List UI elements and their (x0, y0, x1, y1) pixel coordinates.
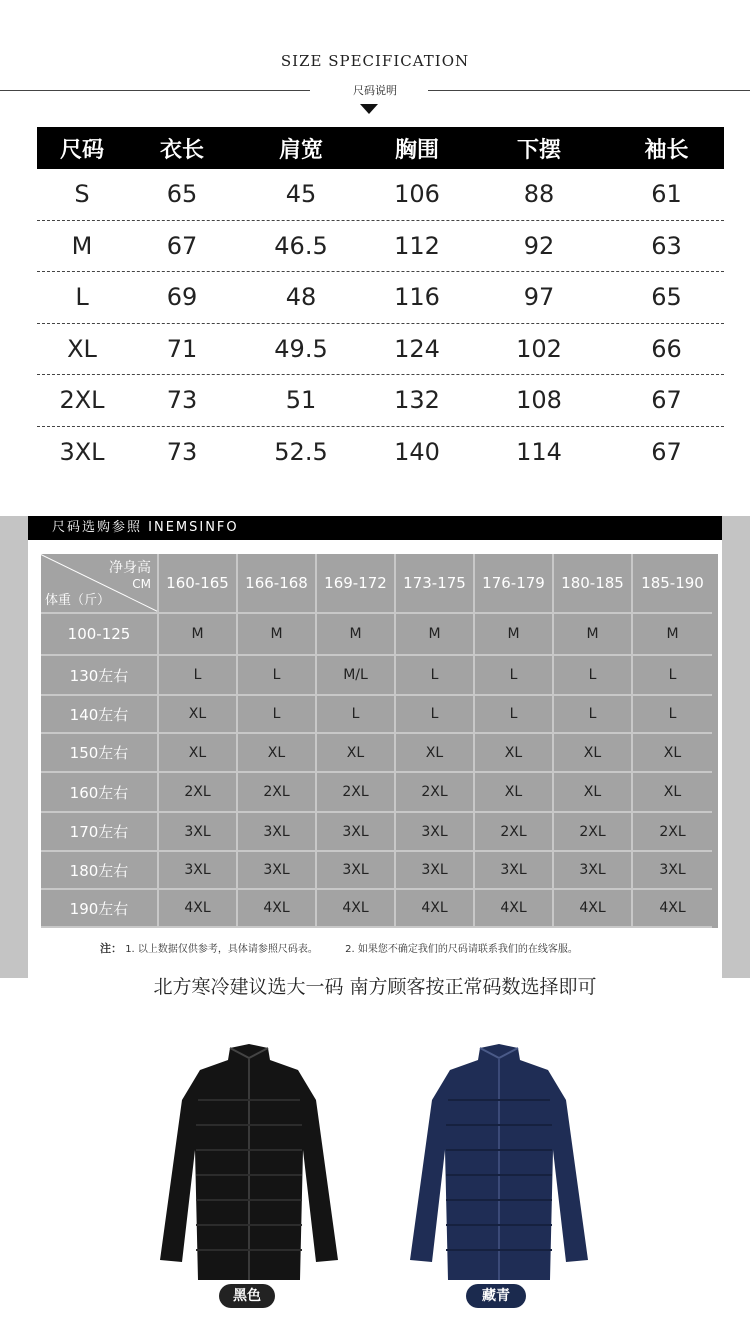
size-spec-cell: 46.5 (274, 231, 328, 260)
height-range-cell: 160-165 (159, 554, 238, 614)
recommended-size-cell: 2XL (633, 813, 712, 852)
size-spec-cell: 88 (523, 180, 555, 209)
size-spec-cell: XL (67, 334, 97, 363)
recommended-size-cell: L (396, 696, 475, 734)
size-spec-cell: 140 (394, 438, 440, 467)
size-spec-cell: 67 (651, 438, 682, 467)
recommended-size-cell: 2XL (317, 773, 396, 813)
weight-cell: 150左右 (41, 734, 159, 773)
recommended-size-cell: 2XL (554, 813, 633, 852)
recommended-size-cell: 3XL (317, 852, 396, 890)
product-navy-jacket[interactable] (388, 1030, 610, 1280)
header-cell: 袖长 (644, 137, 689, 163)
recommended-size-cell: M (238, 614, 317, 656)
size-chart-row (41, 656, 718, 696)
recommended-size-cell: L (396, 656, 475, 696)
divider-right (428, 90, 750, 91)
spec-subtitle: 尺码说明 (353, 84, 397, 97)
weight-cell: 160左右 (41, 773, 159, 813)
recommended-size-cell: 3XL (159, 813, 238, 852)
recommended-size-cell: XL (159, 696, 238, 734)
recommended-size-cell: L (238, 656, 317, 696)
size-chart-header-row (41, 554, 718, 614)
weight-cell: 170左右 (41, 813, 159, 852)
recommended-size-cell: XL (554, 773, 633, 813)
size-chart-row (41, 852, 718, 890)
recommended-size-cell: 4XL (633, 890, 712, 928)
size-spec-cell: 67 (166, 231, 198, 260)
size-spec-cell: 73 (166, 438, 198, 467)
height-range-cell: 185-190 (633, 554, 712, 614)
recommended-size-cell: 3XL (554, 852, 633, 890)
size-spec-cell: 51 (285, 386, 317, 415)
recommended-size-cell: M/L (317, 656, 396, 696)
header-cell: 尺码 (59, 137, 104, 163)
recommended-size-cell: L (633, 656, 712, 696)
recommended-size-cell: 4XL (317, 890, 396, 928)
size-chart-section (0, 516, 750, 978)
size-spec-cell: 66 (651, 334, 682, 363)
size-chart-row (41, 614, 718, 656)
recommended-size-cell: 4XL (396, 890, 475, 928)
height-range-cell: 176-179 (475, 554, 554, 614)
header-cell: 下摆 (516, 137, 561, 163)
weight-cell: 180左右 (41, 852, 159, 890)
size-spec-cell: 2XL (59, 386, 105, 415)
header-cell: 衣长 (159, 137, 204, 163)
size-chart-row (41, 813, 718, 852)
recommended-size-cell: L (475, 656, 554, 696)
size-chart-row (41, 734, 718, 773)
triangle-down-icon (360, 104, 378, 114)
recommended-size-cell: XL (633, 734, 712, 773)
recommended-size-cell: 3XL (396, 852, 475, 890)
size-spec-cell: 73 (166, 386, 198, 415)
recommended-size-cell: M (633, 614, 712, 656)
recommended-size-cell: L (554, 656, 633, 696)
size-spec-row (37, 427, 724, 479)
recommended-size-cell: XL (238, 734, 317, 773)
corner-cell (41, 554, 159, 614)
height-range-cell: 173-175 (396, 554, 475, 614)
recommended-size-cell: XL (475, 773, 554, 813)
recommended-size-cell: 4XL (159, 890, 238, 928)
color-label-black[interactable]: 黑色 (219, 1284, 275, 1308)
header-cell: 胸围 (394, 137, 439, 163)
note-1: 1. 以上数据仅供参考，具体请参照尺码表。 (125, 944, 318, 955)
size-chart-row (41, 890, 718, 928)
size-spec-cell: 92 (523, 231, 555, 260)
size-spec-cell: 61 (651, 180, 682, 209)
recommended-size-cell: XL (317, 734, 396, 773)
recommended-size-cell: L (317, 696, 396, 734)
recommended-size-cell: M (475, 614, 554, 656)
size-chart-row (41, 696, 718, 734)
recommended-size-cell: 3XL (159, 852, 238, 890)
recommended-size-cell: XL (396, 734, 475, 773)
recommended-size-cell: XL (554, 734, 633, 773)
recommended-size-cell: 2XL (159, 773, 238, 813)
recommended-size-cell: M (554, 614, 633, 656)
size-spec-cell: 67 (651, 386, 682, 415)
size-spec-row (37, 221, 724, 273)
size-spec-cell: 69 (166, 283, 198, 312)
corner-weight-label: 体重（斤） (45, 593, 111, 608)
size-spec-cell: 106 (394, 180, 440, 209)
size-spec-cell: 63 (651, 231, 682, 260)
recommended-size-cell: 4XL (475, 890, 554, 928)
header-cell: 肩宽 (278, 137, 323, 163)
size-chart-title-bar: 尺码选购参照 INEMSINFO (28, 516, 722, 540)
size-spec-cell: 71 (166, 334, 198, 363)
size-spec-cell: 3XL (59, 438, 105, 467)
recommended-size-cell: 2XL (238, 773, 317, 813)
recommended-size-cell: 2XL (396, 773, 475, 813)
recommended-size-cell: 3XL (238, 852, 317, 890)
weight-cell: 100-125 (41, 614, 159, 656)
jacket-image (138, 1030, 360, 1280)
size-spec-cell: 97 (523, 283, 555, 312)
recommended-size-cell: 3XL (475, 852, 554, 890)
weight-cell: 140左右 (41, 696, 159, 734)
size-chart-card (28, 516, 722, 978)
size-spec-cell: 49.5 (274, 334, 328, 363)
recommended-size-cell: 3XL (396, 813, 475, 852)
size-chart-grid (41, 554, 718, 928)
height-range-cell: 180-185 (554, 554, 633, 614)
recommended-size-cell: 3XL (633, 852, 712, 890)
size-spec-cell: 65 (651, 283, 682, 312)
recommended-size-cell: L (475, 696, 554, 734)
size-spec-cell: 108 (516, 386, 562, 415)
recommended-size-cell: 2XL (475, 813, 554, 852)
recommended-size-cell: XL (159, 734, 238, 773)
recommended-size-cell: XL (633, 773, 712, 813)
size-chart-row (41, 773, 718, 813)
size-spec-row (37, 324, 724, 376)
size-spec-header (37, 127, 724, 169)
size-spec-table (37, 127, 724, 478)
size-spec-row (37, 272, 724, 324)
recommended-size-cell: M (159, 614, 238, 656)
size-spec-cell: 116 (394, 283, 440, 312)
corner-height-label (109, 560, 151, 592)
color-label-navy[interactable]: 藏青 (466, 1284, 526, 1308)
jacket-image (388, 1030, 610, 1280)
size-spec-cell: M (71, 231, 93, 260)
unit-label: CM (132, 577, 151, 591)
recommended-size-cell: 3XL (238, 813, 317, 852)
size-spec-cell: 112 (394, 231, 440, 260)
recommended-size-cell: M (317, 614, 396, 656)
size-spec-cell: 45 (285, 180, 317, 209)
size-spec-cell: L (75, 283, 89, 312)
size-spec-cell: 48 (285, 283, 317, 312)
recommended-size-cell: 3XL (317, 813, 396, 852)
size-spec-cell: 65 (166, 180, 198, 209)
recommended-size-cell: M (396, 614, 475, 656)
size-spec-cell: 52.5 (274, 438, 328, 467)
height-range-cell: 166-168 (238, 554, 317, 614)
weight-cell: 130左右 (41, 656, 159, 696)
recommended-size-cell: L (554, 696, 633, 734)
size-spec-cell: 114 (516, 438, 562, 467)
size-spec-row (37, 169, 724, 221)
note-label: 注： (100, 942, 122, 955)
size-spec-cell: 102 (516, 334, 562, 363)
recommended-size-cell: L (633, 696, 712, 734)
size-spec-cell: S (74, 180, 90, 209)
spec-title: SIZE SPECIFICATION (280, 52, 470, 70)
size-spec-row (37, 375, 724, 427)
recommended-size-cell: 4XL (554, 890, 633, 928)
height-label: 净身高 (109, 560, 151, 576)
recommended-size-cell: L (238, 696, 317, 734)
size-spec-cell: 124 (394, 334, 440, 363)
size-spec-cell: 132 (394, 386, 440, 415)
note-2: 2. 如果您不确定我们的尺码请联系我们的在线客服。 (345, 944, 578, 955)
recommended-size-cell: XL (475, 734, 554, 773)
weight-cell: 190左右 (41, 890, 159, 928)
recommended-size-cell: 4XL (238, 890, 317, 928)
product-black-jacket[interactable] (138, 1030, 360, 1280)
chart-note (100, 940, 578, 956)
size-advice: 北方寒冷建议选大一码 南方顾客按正常码数选择即可 (153, 976, 597, 998)
recommended-size-cell: L (159, 656, 238, 696)
height-range-cell: 169-172 (317, 554, 396, 614)
